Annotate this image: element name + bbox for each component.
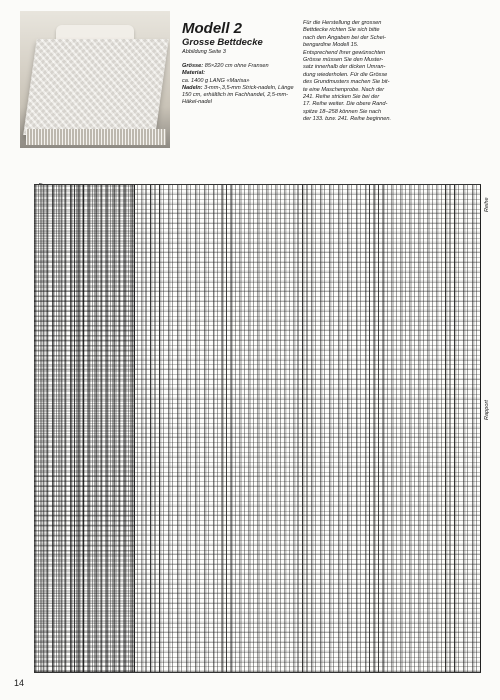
instruction-line: dung wiederholen. Für die Grösse [303,71,388,78]
instruction-line: satz innerhalb der dicken Umran- [303,64,386,71]
chart-right-edge [480,185,481,672]
specs [182,63,300,106]
material-label: Material: [182,70,206,77]
fringe-shape [26,129,166,145]
instruction-line: te eine Maschenprobe. Nach der [303,86,385,93]
size-value: 85×220 cm ohne Fransen [204,63,269,70]
instruction-line: der 133. bzw. 241. Reihe beginnen. [303,116,392,123]
instruction-line: nach den Angaben bei der Schei- [303,34,386,41]
title-block [182,20,300,106]
chart-label-reihe-right: Reihe [484,197,490,212]
needles-label: Nadeln: [182,84,203,91]
item-subtitle: Grosse Bettdecke [182,37,263,48]
bedspread-photo [20,11,170,148]
instruction-line: Für die Herstellung der grossen [303,20,382,26]
figure-ref: Abbildung Seite 3 [182,49,226,55]
bedspread-shape [23,39,168,135]
instruction-line: 241. Reihe stricken Sie bei der [303,94,380,101]
instruction-line: des Grundmusters machen Sie bit- [303,79,390,86]
size-label: Grösse: [182,63,204,70]
border-pattern-band [34,185,134,672]
model-title: Modell 2 [182,20,243,37]
instructions-text [303,20,421,124]
page-number: 14 [14,678,25,688]
instruction-line: 17. Reihe weiter. Die obere Rand- [303,101,388,108]
chart-label-rapport: Rapport [484,400,490,420]
instruction-line: Entsprechend Ihrer gewünschten [303,49,386,56]
needles-value: 3-mm-,3,5-mm Strick-nadeln, Länge 150 cm, erhältlich im Fachhandel, 2,5-mm-Häkel-nadel [182,84,294,106]
material-value: ca. 1400 g LANG «Marisa» [182,77,250,84]
instruction-line: Bettdecke richten Sie sich bitte [303,27,380,34]
instruction-line: bengardine Modell 15. [303,42,359,49]
instruction-line: spitze 18–258 können Sie nach [303,108,382,115]
instruction-line: Grösse müssen Sie den Muster- [303,57,384,64]
chart-divider [134,185,135,672]
knitting-chart [34,184,481,673]
